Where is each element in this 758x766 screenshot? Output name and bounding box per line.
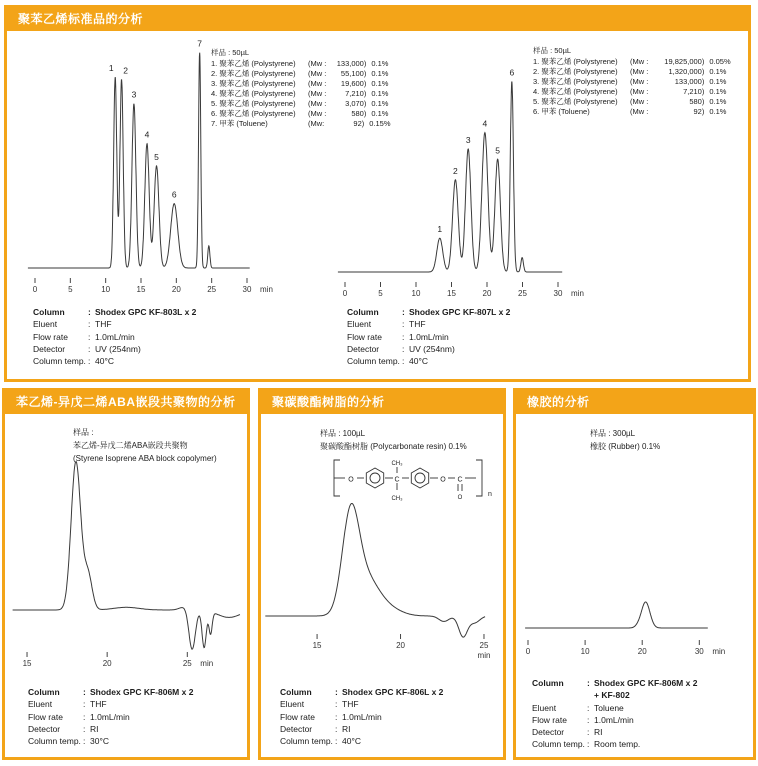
tick-label: 20 <box>396 641 405 650</box>
conditions-table <box>347 306 557 367</box>
cell-value: RI <box>342 723 351 734</box>
peak-number-label: 2 <box>453 165 458 176</box>
cell-name: 4. 聚苯乙烯 (Polystyrene) <box>533 87 618 96</box>
peak-number-label: 2 <box>123 65 128 76</box>
peak-number-label: 7 <box>197 38 203 49</box>
cell-mwp: (Mw : <box>308 109 327 118</box>
tick-label: 10 <box>580 647 590 656</box>
cell-value: Toluene <box>594 702 624 713</box>
cell-sep: : <box>88 343 91 354</box>
cell-sep: : <box>83 699 86 710</box>
cell-sep: : <box>83 687 86 697</box>
cell-value: THF <box>90 699 107 710</box>
chromatogram-aba-copolymer <box>6 455 246 673</box>
tick-label: 20 <box>637 647 647 656</box>
conditions-right <box>347 306 557 367</box>
cell-label: Column temp. <box>33 356 86 367</box>
atom-o: O <box>348 476 354 484</box>
condition-row <box>280 686 490 698</box>
cell-mwn: 7,210) <box>683 87 705 96</box>
cell-name: 3. 聚苯乙烯 (Polystyrene) <box>211 79 296 88</box>
cell-mwn: 55,100) <box>340 69 367 78</box>
sample-title: 样品 : 50µL <box>211 48 250 57</box>
cell-text: 样品 : 300µL <box>590 429 636 438</box>
sample-line <box>590 440 660 453</box>
cell-mwn: 133,000) <box>674 77 705 86</box>
cell-value: 40°C <box>409 356 428 367</box>
cell-sep: : <box>83 736 86 747</box>
tick-label: 15 <box>447 289 456 298</box>
peak-number-label: 4 <box>144 129 150 140</box>
cell-text: 苯乙烯-异戊二烯ABA嵌段共聚物 <box>73 441 188 450</box>
sample-line <box>320 427 467 440</box>
cell-mwn: 580) <box>689 97 705 106</box>
peak-number-label: 1 <box>437 224 443 235</box>
cell-value: 30°C <box>90 736 109 747</box>
cell-text: 橡胶 (Rubber) 0.1% <box>590 442 661 451</box>
tick-label: 10 <box>101 285 111 294</box>
cell-mwp: (Mw : <box>308 89 327 98</box>
tick-label: 5 <box>68 285 73 294</box>
tick-label: 25 <box>479 641 489 650</box>
cell-mwp: (Mw : <box>630 77 649 86</box>
cell-name: 3. 聚苯乙烯 (Polystyrene) <box>533 77 618 86</box>
cell-value: Shodex GPC KF-806M x 2 <box>90 687 194 697</box>
cell-label: Detector <box>28 723 61 734</box>
cell-value: Shodex GPC KF-807L x 2 <box>409 307 511 317</box>
peak-number-label: 5 <box>154 151 159 162</box>
cell-sep: : <box>402 307 405 317</box>
cell-label: Column <box>532 678 564 688</box>
cell-label: Eluent <box>33 319 58 330</box>
tick-label: 30 <box>694 647 704 656</box>
cell-sep: : <box>402 343 405 354</box>
cell-value: 1.0mL/min <box>95 331 135 342</box>
tick-label: 25 <box>207 285 217 294</box>
cell-conc: 0.1% <box>709 87 727 96</box>
condition-row <box>532 726 742 738</box>
condition-row <box>347 331 557 343</box>
cell-mwp: (Mw : <box>308 59 327 68</box>
cell-mwp: (Mw : <box>630 67 649 76</box>
conditions-table <box>532 677 742 751</box>
cell-sep: : <box>88 319 91 330</box>
cell-label: Detector <box>532 727 565 738</box>
cell-label: Detector <box>33 343 66 354</box>
cell-conc: 0.1% <box>371 79 389 88</box>
panel-title: 橡胶的分析 <box>516 391 753 414</box>
cell-mwn: 580) <box>351 109 367 118</box>
cell-value: UV (254nm) <box>409 343 455 354</box>
cell-conc: 0.1% <box>709 77 727 86</box>
cell-mwn: 19,825,000) <box>664 57 705 66</box>
condition-row <box>28 723 238 735</box>
sample-table <box>533 57 733 117</box>
panel-title: 苯乙烯-异戊二烯ABA嵌段共聚物的分析 <box>5 391 247 414</box>
tick-label: 25 <box>518 289 527 298</box>
cell-value: THF <box>95 319 112 330</box>
cell-label: Column <box>347 307 379 317</box>
cell-conc: 0.15% <box>369 119 391 128</box>
cell-mwn: 1,320,000) <box>668 67 705 76</box>
condition-row <box>532 738 742 750</box>
sample-list-right <box>533 46 733 117</box>
peak-number-label: 6 <box>171 189 177 200</box>
cell-name: 4. 聚苯乙烯 (Polystyrene) <box>211 89 296 98</box>
cell-mwn: 7,210) <box>345 89 367 98</box>
cell-text: 样品 : 100µL <box>320 429 366 438</box>
cell-sep: : <box>587 678 590 688</box>
cell-mwp: (Mw : <box>308 79 327 88</box>
cell-name: 5. 聚苯乙烯 (Polystyrene) <box>211 99 296 108</box>
condition-row <box>28 686 238 698</box>
condition-row <box>532 677 742 702</box>
cell-label: Flow rate <box>347 331 382 342</box>
conditions-rubber <box>532 677 742 751</box>
cell-name: 6. 甲苯 (Toluene) <box>533 107 590 116</box>
tick-label: 20 <box>171 285 181 294</box>
condition-row <box>347 306 557 318</box>
condition-row <box>33 355 243 367</box>
sample-line <box>73 426 217 439</box>
tick-label: 30 <box>242 285 252 294</box>
carbonyl-o: O <box>457 495 463 501</box>
axis-unit: min <box>260 285 273 294</box>
cell-sep: : <box>335 736 338 747</box>
cell-name: 1. 聚苯乙烯 (Polystyrene) <box>533 57 618 66</box>
atom-c: C <box>394 476 400 484</box>
cell-label: Column temp. <box>532 739 585 750</box>
axis-unit: min <box>712 647 726 656</box>
cell-mwp: (Mw : <box>630 97 649 106</box>
signal-curve <box>338 82 562 273</box>
cell-text: 样品 : <box>73 428 94 437</box>
cell-mwn: 92) <box>693 107 705 116</box>
cell-value: Shodex GPC KF-806L x 2 <box>342 687 444 697</box>
cell-value: 40°C <box>342 736 361 747</box>
cell-label: Flow rate <box>33 331 68 342</box>
cell-mwn: 19,600) <box>340 79 367 88</box>
tick-label: 10 <box>411 289 421 298</box>
condition-row <box>28 735 238 747</box>
peak-number-label: 4 <box>482 118 488 129</box>
cell-mwn: 133,000) <box>336 59 367 68</box>
condition-row <box>33 306 243 318</box>
cell-sep: : <box>587 702 590 713</box>
tick-label: 15 <box>22 659 32 668</box>
cell-label: Column <box>280 687 312 697</box>
atom-c: C <box>457 476 463 484</box>
tick-label: 15 <box>312 641 322 650</box>
cell-value: RI <box>594 727 603 738</box>
cell-sep: : <box>88 356 91 367</box>
cell-value: THF <box>342 699 359 710</box>
cell-sep: : <box>83 711 86 722</box>
condition-row <box>532 702 742 714</box>
conditions-aba <box>28 686 238 747</box>
axis-unit: min <box>200 659 214 668</box>
peak-number-label: 6 <box>509 67 515 78</box>
cell-conc: 0.1% <box>371 109 389 118</box>
sample-row <box>533 107 733 117</box>
cell-mwp: (Mw : <box>630 57 649 66</box>
sample-line <box>320 440 467 453</box>
cell-label: Column temp. <box>28 736 81 747</box>
cell-sep: : <box>335 687 338 697</box>
sample-title: 样品 : 50µL <box>533 46 572 55</box>
cell-conc: 0.1% <box>709 67 727 76</box>
benzene-ring <box>366 468 383 488</box>
cell-sep: : <box>88 307 91 317</box>
condition-row <box>280 698 490 710</box>
condition-row <box>280 711 490 723</box>
chromatogram-polycarbonate <box>262 495 502 667</box>
cell-value: 40°C <box>95 356 114 367</box>
peak-number-label: 5 <box>495 145 501 156</box>
cell-value: Shodex GPC KF-803L x 2 <box>95 307 197 317</box>
cell-label: Flow rate <box>532 714 567 725</box>
atom-o: O <box>440 476 446 484</box>
cell-sep: : <box>587 727 590 738</box>
cell-label: Eluent <box>280 699 305 710</box>
conditions-polycarbonate <box>280 686 490 747</box>
cell-label: Column temp. <box>347 356 400 367</box>
conditions-table <box>28 686 238 747</box>
sample-line <box>590 427 660 440</box>
subscript-n: n <box>488 491 492 498</box>
cell-value: 1.0mL/min <box>90 711 130 722</box>
cell-value: Shodex GPC KF-806M x 2 + KF-802 <box>594 678 698 701</box>
cell-mwp: (Mw: <box>308 119 325 128</box>
tick-label: 15 <box>136 285 146 294</box>
cell-name: 2. 聚苯乙烯 (Polystyrene) <box>211 69 296 78</box>
condition-row <box>347 355 557 367</box>
benzene-ring <box>411 468 428 488</box>
cell-label: Detector <box>280 723 313 734</box>
cell-mwp: (Mw : <box>308 69 327 78</box>
tick-label: 20 <box>102 659 112 668</box>
cell-mwp: (Mw : <box>308 99 327 108</box>
cell-value: UV (254nm) <box>95 343 141 354</box>
sample-row <box>533 97 733 107</box>
sample-lines <box>590 427 660 453</box>
cell-value: 1.0mL/min <box>594 714 634 725</box>
cell-sep: : <box>335 723 338 734</box>
sample-info-rubber <box>590 427 660 453</box>
axis-unit: min <box>571 289 584 298</box>
cell-sep: : <box>402 331 405 342</box>
peak-number-label: 3 <box>131 89 137 100</box>
cell-conc: 0.1% <box>709 97 727 106</box>
condition-row <box>347 318 557 330</box>
cell-conc: 0.1% <box>371 59 389 68</box>
cell-conc: 0.1% <box>709 107 727 116</box>
methyl-bottom: CH₃ <box>391 496 403 502</box>
tick-label: 20 <box>482 289 492 298</box>
tick-label: 5 <box>378 289 383 298</box>
sample-row <box>533 77 733 87</box>
axis-unit: min <box>477 651 491 660</box>
condition-row <box>28 711 238 723</box>
cell-label: Detector <box>347 343 380 354</box>
cell-text: (Styrene Isoprene ABA block copolymer) <box>73 454 217 463</box>
cell-sep: : <box>402 319 405 330</box>
signal-curve <box>525 602 708 628</box>
cell-value: Room temp. <box>594 739 641 750</box>
cell-conc: 0.05% <box>709 57 731 66</box>
cell-label: Flow rate <box>28 711 63 722</box>
methyl-top: CH₃ <box>391 461 403 467</box>
cell-name: 1. 聚苯乙烯 (Polystyrene) <box>211 59 296 68</box>
cell-label: Eluent <box>532 702 557 713</box>
cell-label: Eluent <box>28 699 53 710</box>
cell-mwn: 3,070) <box>345 99 367 108</box>
condition-row <box>280 735 490 747</box>
conditions-left <box>33 306 243 367</box>
signal-curve <box>265 504 485 638</box>
cell-sep: : <box>402 356 405 367</box>
sample-row <box>533 57 733 67</box>
cell-name: 2. 聚苯乙烯 (Polystyrene) <box>533 67 618 76</box>
cell-sep: : <box>335 699 338 710</box>
cell-label: Column <box>28 687 60 697</box>
right-bracket <box>476 460 482 496</box>
chromatogram-rubber <box>518 580 753 662</box>
tick-label: 30 <box>553 289 563 298</box>
condition-row <box>532 714 742 726</box>
panel-title: 聚碳酸酯树脂的分析 <box>261 391 503 414</box>
condition-row <box>33 331 243 343</box>
condition-row <box>347 343 557 355</box>
sample-info-polycarbonate <box>320 427 467 453</box>
cell-mwp: (Mw : <box>630 107 649 116</box>
cell-label: Flow rate <box>280 711 315 722</box>
cell-conc: 0.1% <box>371 99 389 108</box>
panel-title: 聚苯乙烯标准品的分析 <box>7 8 748 31</box>
cell-value: RI <box>90 723 99 734</box>
tick-label: 0 <box>32 285 38 294</box>
cell-name: 6. 聚苯乙烯 (Polystyrene) <box>211 109 296 118</box>
cell-name: 7. 甲苯 (Toluene) <box>211 119 268 128</box>
cell-label: Column temp. <box>280 736 333 747</box>
cell-sep: : <box>587 714 590 725</box>
sample-line <box>73 439 217 452</box>
tick-label: 25 <box>182 659 192 668</box>
conditions-table <box>280 686 490 747</box>
cell-mwp: (Mw : <box>630 87 649 96</box>
condition-row <box>33 343 243 355</box>
cell-value: 1.0mL/min <box>342 711 382 722</box>
cell-sep: : <box>83 723 86 734</box>
condition-row <box>28 698 238 710</box>
tick-label: 0 <box>525 647 531 656</box>
tick-label: 0 <box>342 289 348 298</box>
peak-number-label: 3 <box>465 135 471 145</box>
condition-row <box>33 318 243 330</box>
cell-label: Column <box>33 307 65 317</box>
condition-row <box>280 723 490 735</box>
cell-conc: 0.1% <box>371 89 389 98</box>
sample-row <box>533 67 733 77</box>
cell-label: Eluent <box>347 319 372 330</box>
cell-value: 1.0mL/min <box>409 331 449 342</box>
cell-value: THF <box>409 319 426 330</box>
peak-number-label: 1 <box>108 63 114 74</box>
cell-sep: : <box>335 711 338 722</box>
cell-text: 聚碳酸酯树脂 (Polycarbonate resin) 0.1% <box>320 442 467 451</box>
cell-sep: : <box>587 739 590 750</box>
conditions-table <box>33 306 243 367</box>
cell-mwn: 92) <box>353 119 365 128</box>
sample-lines <box>320 427 467 453</box>
signal-curve <box>13 462 240 650</box>
cell-name: 5. 聚苯乙烯 (Polystyrene) <box>533 97 618 106</box>
cell-conc: 0.1% <box>371 69 389 78</box>
cell-sep: : <box>88 331 91 342</box>
sample-row <box>533 87 733 97</box>
